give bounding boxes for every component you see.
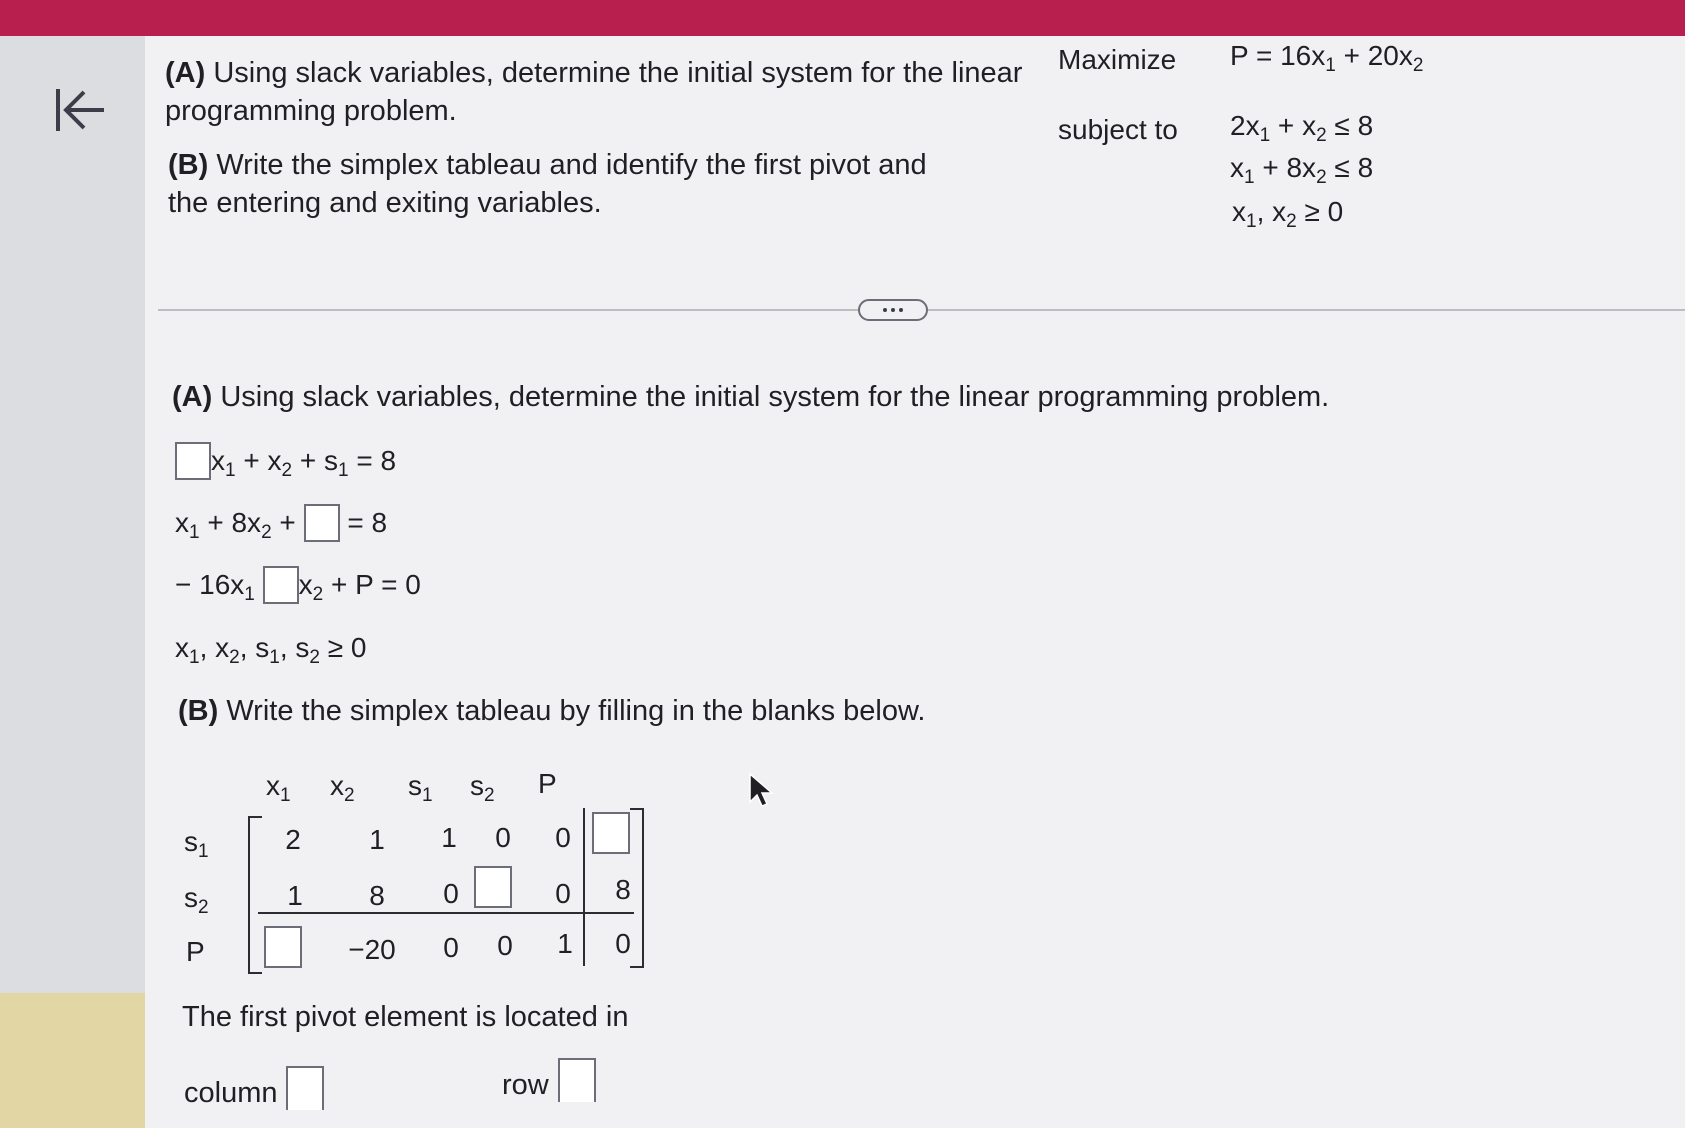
header-s1: $s_1$ bbox=[408, 770, 433, 806]
x2-objective-coefficient-input[interactable] bbox=[263, 566, 299, 604]
tableau-cell: 0 bbox=[443, 878, 459, 909]
slack-term-input[interactable] bbox=[304, 504, 340, 542]
show-more-button[interactable] bbox=[858, 299, 928, 321]
more-dot bbox=[899, 308, 903, 312]
part-b-label: (B) bbox=[168, 149, 209, 181]
subject-to-label: subject to bbox=[1058, 114, 1178, 145]
row-label-p: P bbox=[186, 936, 205, 967]
constraint-2: $x_1 + 8x_2 \le 8$ bbox=[1230, 152, 1374, 188]
equation-2: $x_1 + 8x_2$ + = 8 bbox=[175, 504, 387, 542]
tableau-left-bracket bbox=[248, 816, 262, 974]
tableau-cell: 1 bbox=[287, 880, 303, 911]
equation-1: $x_1 + x_2 + s_1 = 8$ bbox=[175, 442, 396, 480]
row-label-s2: $s_2$ bbox=[184, 882, 209, 918]
section-b-text: Write the simplex tableau by filling in the blanks below. bbox=[226, 695, 926, 727]
constraint-1: $2x_1 + x_2 \le 8$ bbox=[1230, 110, 1374, 146]
header-s2: $s_2$ bbox=[470, 770, 495, 806]
part-b-text: Write the simplex tableau and identify the first pivot and the entering and exiting variables. bbox=[168, 149, 927, 219]
tableau-cell: 1 bbox=[369, 824, 385, 855]
top-accent-bar bbox=[0, 0, 1685, 36]
problem-part-a bbox=[165, 54, 1025, 130]
nonnegativity-constraint: $x_1$, $x_2 \ge 0$ bbox=[1232, 196, 1344, 232]
tableau-cell: −20 bbox=[348, 934, 396, 965]
row-label: row bbox=[502, 1069, 549, 1101]
tableau-cell: 8 bbox=[615, 874, 631, 905]
objective-function: $P = 16x_1 + 20x_2$ bbox=[1230, 40, 1424, 76]
x1-coefficient-input[interactable] bbox=[175, 442, 211, 480]
part-a-label: (A) bbox=[165, 57, 206, 89]
left-sidebar bbox=[0, 36, 145, 1128]
equation-objective: − $16x_1$ $x_2 + P = 0$ bbox=[175, 566, 421, 604]
tableau-cell: 0 bbox=[495, 822, 511, 853]
column-label: column bbox=[184, 1077, 278, 1109]
section-b-heading bbox=[178, 692, 1078, 730]
more-dot bbox=[891, 308, 895, 312]
header-x1: $x_1$ bbox=[266, 770, 291, 806]
back-to-start-button[interactable] bbox=[48, 82, 112, 138]
pivot-question: The first pivot element is located in bbox=[182, 1001, 629, 1033]
section-a-heading bbox=[172, 378, 1412, 416]
section-a-label: (A) bbox=[172, 381, 213, 413]
section-b-label: (B) bbox=[178, 695, 219, 727]
part-a-text: Using slack variables, determine the initial system for the linear programming problem. bbox=[165, 57, 1023, 127]
row-label-s1: $s_1$ bbox=[184, 826, 209, 862]
pivot-row-input[interactable] bbox=[558, 1058, 596, 1102]
tableau-cell: 1 bbox=[441, 822, 457, 853]
header-p: P bbox=[538, 768, 557, 799]
tableau-cell: 0 bbox=[443, 932, 459, 963]
maximize-label: Maximize bbox=[1058, 44, 1177, 75]
problem-part-b bbox=[168, 146, 968, 222]
tableau-cell: 1 bbox=[557, 928, 573, 959]
more-dots-icon bbox=[883, 308, 887, 312]
section-a-text: Using slack variables, determine the initial system for the linear programming problem. bbox=[220, 381, 1330, 413]
mouse-pointer-icon bbox=[748, 772, 774, 808]
rhs-row1-input[interactable] bbox=[592, 812, 630, 854]
tableau-cell: 0 bbox=[497, 930, 513, 961]
back-to-start-icon bbox=[52, 85, 108, 135]
sidebar-highlight bbox=[0, 993, 145, 1128]
tableau-cell: 2 bbox=[285, 824, 301, 855]
tableau-cell: 0 bbox=[615, 928, 631, 959]
tableau-cell: 0 bbox=[555, 822, 571, 853]
equation-nonnegativity: $x_1$, $x_2$, $s_1$, $s_2 \ge 0$ bbox=[175, 632, 367, 668]
pivot-column-input[interactable] bbox=[286, 1066, 324, 1110]
tableau-cell: 8 bbox=[369, 880, 385, 911]
tableau-cell: 0 bbox=[555, 878, 571, 909]
s2-row2-input[interactable] bbox=[474, 866, 512, 908]
header-x2: $x_2$ bbox=[330, 770, 355, 806]
x1-objective-row-input[interactable] bbox=[264, 926, 302, 968]
tableau-objective-divider bbox=[258, 912, 634, 914]
